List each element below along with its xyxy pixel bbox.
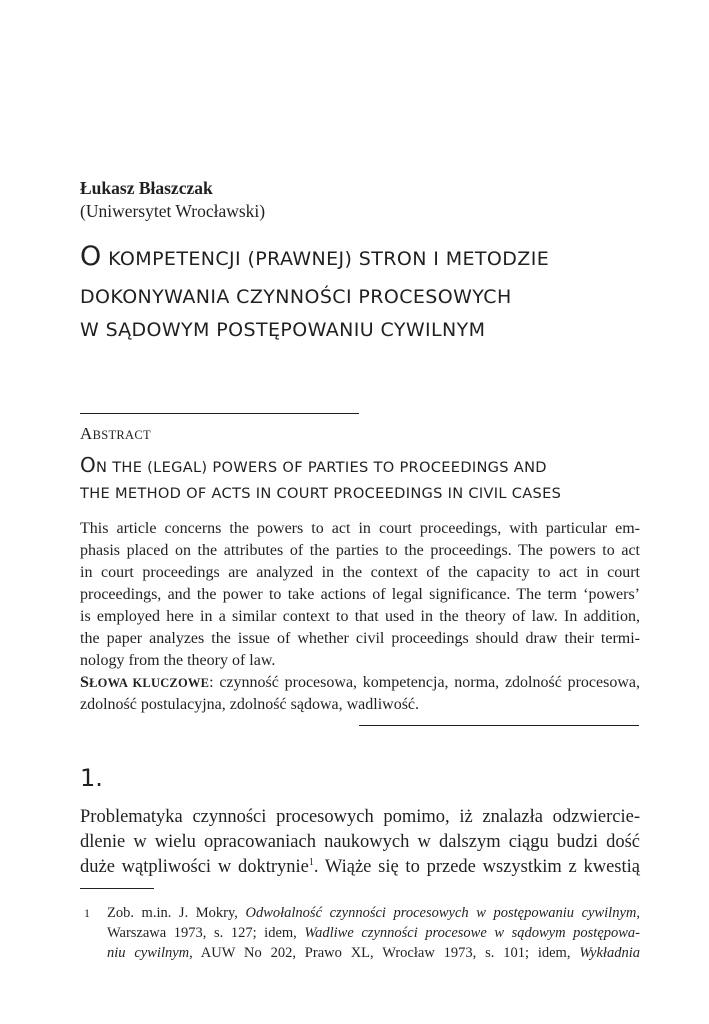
footnote-text: Warszawa 1973, s. 127; idem,: [107, 925, 305, 941]
abstract-body: [80, 518, 640, 716]
abstract-line: This article concerns the powers to act in court proceedings, with particular em-: [80, 520, 640, 537]
abstract-title-line-2: THE METHOD OF ACTS IN COURT PROCEEDINGS IN CIVIL CASES: [80, 485, 562, 502]
footnote-divider: [80, 888, 154, 889]
footnote-italic: Odwołalność czynności procesowych w postępowaniu cywilnym: [245, 905, 637, 921]
footnote-line-3: [107, 943, 640, 963]
article-title-line-3: W SĄDOWYM POSTĘPOWANIU CYWILNYM: [80, 319, 486, 341]
abstract-label: [80, 424, 151, 444]
abstract-title-line-1: [80, 455, 547, 476]
footnote-text: Zob. m.in. J. Mokry,: [107, 905, 246, 921]
article-title-line-1: [80, 243, 549, 270]
main-text: [80, 805, 640, 880]
keywords-label: [80, 676, 209, 690]
main-text-line-2: dlenie w wielu opracowaniach naukowych w dalszym ciągu budzi dość: [80, 832, 640, 852]
keywords-text-1: : czynność procesowa, kompetencja, norma, zdolność procesowa,: [209, 674, 641, 691]
keywords-label-rest: ŁOWA KLUCZOWE: [89, 676, 210, 690]
abstract-line: nology from the theory of law.: [80, 652, 276, 669]
abstract-line: in court proceedings are analyzed in the context of the capacity to act in court: [80, 564, 640, 581]
footnote-italic: Wadliwe czynności procesowe w sądowym postępowa-: [304, 925, 641, 941]
footnote-line-1: [107, 903, 640, 923]
abstract-line: the paper analyzes the issue of whether civil proceedings should draw their termi-: [80, 630, 640, 647]
main-text-line-1: Problematyka czynności procesowych pomimo, iż znalazła odzwiercie-: [80, 807, 640, 827]
abstract-label-initial: A: [80, 424, 93, 443]
abstract-line: is employed here in a similar context to that used in the theory of law. In addition,: [80, 608, 640, 625]
article-title-initial: O: [80, 241, 102, 272]
author-affiliation: (Uniwersytet Wrocławski): [80, 201, 266, 221]
keywords-line-1: [80, 672, 640, 694]
article-title-line-1-rest: KOMPETENCJI (PRAWNEJ) STRON I METODZIE: [101, 248, 550, 270]
footnote-body: [107, 903, 640, 963]
section-number: 1.: [80, 764, 103, 792]
footnote-line-2: [107, 923, 640, 943]
keywords-line-2: zdolność postulacyjna, zdolność sądowa, wadliwość.: [80, 696, 420, 713]
footnote-italic: Wykładnia: [579, 945, 640, 961]
footnote-number: 1: [84, 906, 90, 920]
abstract-top-divider: [80, 413, 359, 414]
main-text-line-3-b: . Wiąże się to przede wszystkim z kwestią: [313, 857, 640, 877]
abstract-label-rest: BSTRACT: [92, 428, 151, 442]
main-text-line-3: [80, 855, 640, 880]
main-text-line-3-a: duże wątpliwości w doktrynie: [80, 857, 309, 877]
keywords-label-initial: S: [80, 674, 90, 691]
footnote-italic: niu cywilnym: [107, 945, 190, 961]
abstract-line: phasis placed on the attributes of the parties to the proceedings. The powers to act: [80, 542, 640, 559]
abstract-line: proceedings, and the power to take actions of legal significance. The term ‘powers’: [80, 586, 640, 603]
footnote-text: ,: [636, 905, 640, 921]
footnote-ref[interactable]: 1: [308, 856, 314, 868]
abstract-title-initial: O: [80, 453, 97, 477]
author-name: Łukasz Błaszczak: [80, 178, 213, 198]
footnote-text: , AUW No 202, Prawo XL, Wrocław 1973, s. 101; idem,: [189, 945, 580, 961]
article-title-line-2: DOKONYWANIA CZYNNOŚCI PROCESOWYCH: [80, 286, 512, 308]
abstract-bottom-divider: [359, 725, 639, 726]
abstract-title-line-1-rest: N THE (LEGAL) POWERS OF PARTIES TO PROCEEDINGS AND: [96, 459, 547, 476]
